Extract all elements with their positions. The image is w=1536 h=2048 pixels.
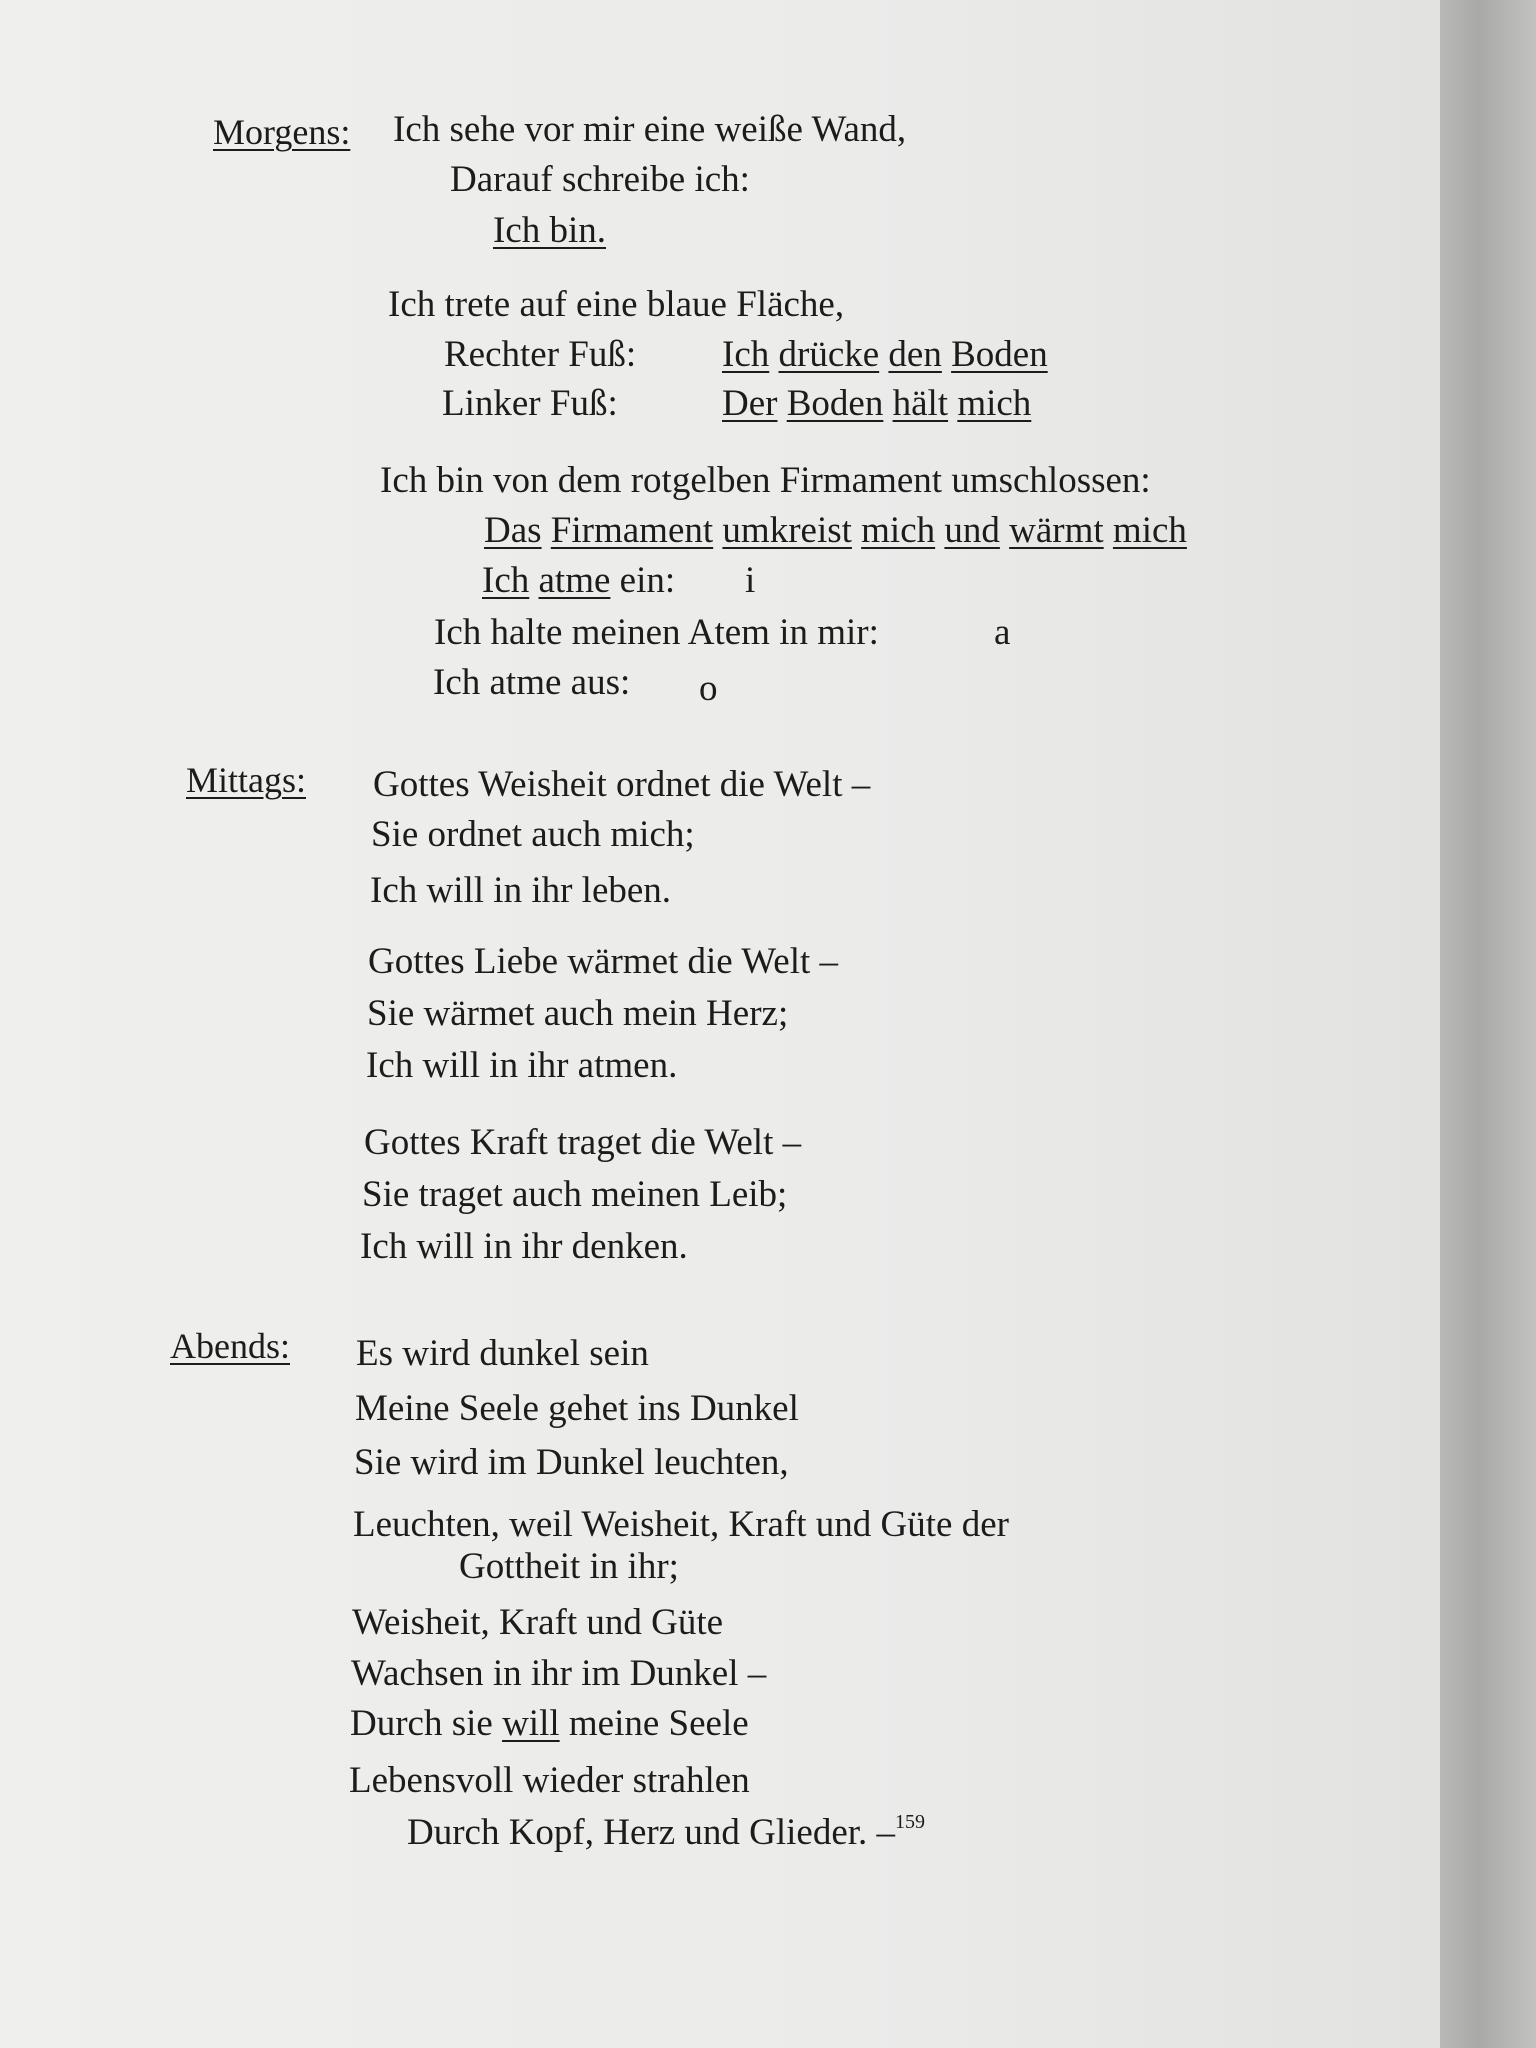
book-gutter <box>1440 0 1536 2048</box>
poem-line: Darauf schreibe ich: <box>450 159 750 200</box>
underlined-word: mich <box>861 510 936 551</box>
underlined-word: atme <box>538 560 611 601</box>
underlined-word: Der <box>722 383 778 424</box>
section-label-mittags: Mittags: <box>186 760 307 800</box>
underlined-word: den <box>888 334 942 375</box>
underlined-word: drücke <box>778 334 880 375</box>
underlined-word: Boden <box>786 383 884 424</box>
poem-line: Sie wird im Dunkel leuchten, <box>354 1442 789 1483</box>
poem-line: Sie ordnet auch mich; <box>371 814 695 855</box>
poem-line: Ich atme aus: <box>433 662 631 703</box>
line-segment: Durch Kopf, Herz und Glieder. – <box>407 1812 896 1853</box>
underlined-word: hält <box>892 383 949 424</box>
footnote-number: 159 <box>895 1811 926 1833</box>
underlined-word: Firmament <box>550 510 714 551</box>
poem-line: Ich bin von dem rotgelben Firmament umschlossen: <box>380 460 1151 501</box>
poem-line: Sie traget auch meinen Leib; <box>362 1174 788 1215</box>
underlined-word: Ich <box>722 334 770 375</box>
rechter-fuss-label: Rechter Fuß: <box>444 334 637 375</box>
poem-line: Gottheit in ihr; <box>459 1546 679 1587</box>
poem-line: Weisheit, Kraft und Güte <box>352 1602 724 1643</box>
poem-line: Leuchten, weil Weisheit, Kraft und Güte der <box>353 1504 1009 1545</box>
poem-line: Ich will in ihr atmen. <box>366 1045 678 1086</box>
poem-line: Es wird dunkel sein <box>356 1333 649 1374</box>
einatmen-line <box>482 562 675 599</box>
underlined-word: will <box>502 1703 560 1744</box>
firmament-line <box>484 512 1187 549</box>
poem-line: Ich sehe vor mir eine weiße Wand, <box>393 109 907 150</box>
poem-line: Ich will in ihr denken. <box>360 1226 688 1267</box>
underlined-word: umkreist <box>722 510 852 551</box>
durch-sie-line <box>350 1705 749 1742</box>
poem-line: Meine Seele gehet ins Dunkel <box>355 1388 799 1429</box>
underlined-word: Ich <box>482 560 530 601</box>
poem-line: Gottes Weisheit ordnet die Welt – <box>373 764 871 805</box>
poem-line-ich-bin: Ich bin. <box>493 210 607 251</box>
poem-line: Ich halte meinen Atem in mir: <box>434 612 879 653</box>
section-label-abends: Abends: <box>170 1326 290 1366</box>
poem-line: Sie wärmet auch mein Herz; <box>367 993 789 1034</box>
poem-line: Gottes Kraft traget die Welt – <box>364 1122 802 1163</box>
rechter-fuss-words <box>722 336 1048 373</box>
poem-line: Ich trete auf eine blaue Fläche, <box>388 284 845 325</box>
vowel-o: o <box>699 668 718 709</box>
poem-line: Gottes Liebe wärmet die Welt – <box>368 941 838 982</box>
line-segment: meine Seele <box>568 1703 749 1744</box>
underlined-word: mich <box>1112 510 1187 551</box>
vowel-i: i <box>745 560 756 601</box>
underlined-word: wärmt <box>1009 510 1104 551</box>
line-segment: Durch sie <box>350 1703 493 1744</box>
underlined-word: und <box>944 510 1000 551</box>
underlined-word: Boden <box>951 334 1048 375</box>
linker-fuss-words <box>722 385 1031 422</box>
linker-fuss-label: Linker Fuß: <box>442 383 618 424</box>
underlined-word: Das <box>484 510 542 551</box>
poem-line: Ich will in ihr leben. <box>370 870 672 911</box>
vowel-a: a <box>994 612 1011 653</box>
einatmen-rest: ein: <box>619 560 676 601</box>
section-label-morgens: Morgens: <box>213 112 351 152</box>
last-line <box>407 1812 925 1851</box>
poem-line: Wachsen in ihr im Dunkel – <box>351 1653 767 1694</box>
underlined-word: mich <box>957 383 1032 424</box>
poem-line: Lebensvoll wieder strahlen <box>349 1760 750 1801</box>
